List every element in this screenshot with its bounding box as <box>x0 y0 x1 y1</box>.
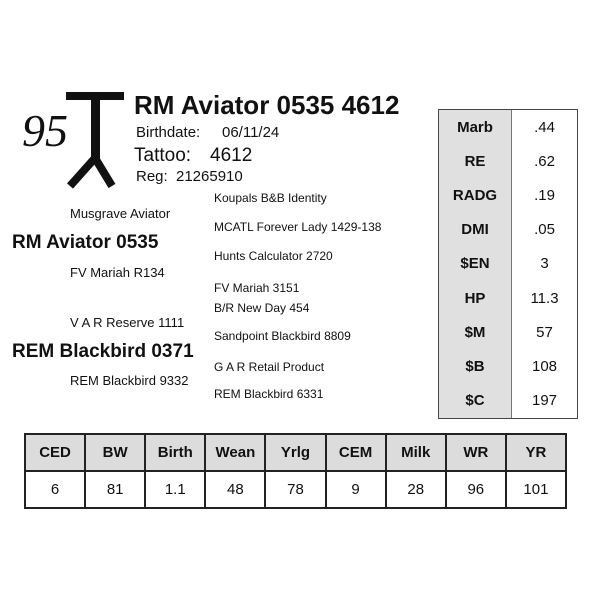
pedigree-dam-dam: REM Blackbird 9332 <box>70 373 189 388</box>
epd-header: CED <box>25 434 85 471</box>
birthdate-label: Birthdate: <box>136 124 201 141</box>
epd-header: CEM <box>326 434 386 471</box>
epd-label: $B <box>465 358 485 376</box>
epd-label: $EN <box>460 255 490 273</box>
epd-bottom-value: 48 <box>205 471 265 508</box>
pedigree-dam: REM Blackbird 0371 <box>12 341 194 362</box>
animal-name: RM Aviator 0535 4612 <box>134 90 400 120</box>
epd-label: $C <box>465 392 485 410</box>
pedigree-ddd: REM Blackbird 6331 <box>214 387 324 401</box>
epd-bottom-value: 101 <box>506 471 566 508</box>
epd-label: DMI <box>461 221 489 239</box>
epd-header: Wean <box>205 434 265 471</box>
pedigree-sds: Hunts Calculator 2720 <box>214 249 333 263</box>
epd-value: 197 <box>531 392 558 410</box>
pedigree-dam-sire: V A R Reserve 1111 <box>70 315 185 330</box>
epd-value: .19 <box>534 187 555 205</box>
epd-header: BW <box>85 434 145 471</box>
epd-header: Milk <box>386 434 446 471</box>
pedigree-sire-dam: FV Mariah R134 <box>70 265 165 280</box>
epd-bottom-value: 28 <box>386 471 446 508</box>
epd-label: HP <box>464 289 486 307</box>
epd-label: $M <box>464 323 486 341</box>
pedigree-ssd: MCATL Forever Lady 1429-138 <box>214 220 382 234</box>
pedigree-sss: Koupals B&B Identity <box>214 191 327 205</box>
tattoo-value: 4612 <box>210 145 253 166</box>
reg-label: Reg: <box>136 168 168 185</box>
epd-value: 108 <box>531 358 558 376</box>
epd-header: Birth <box>145 434 205 471</box>
epd-bottom-value: 1.1 <box>145 471 205 508</box>
pedigree-sdd: FV Mariah 3151 <box>214 281 300 295</box>
birthdate-value: 06/11/24 <box>222 124 280 141</box>
epd-label: RADG <box>452 187 498 205</box>
epd-value: 57 <box>536 323 553 341</box>
reg-value: 21265910 <box>176 168 243 185</box>
pedigree-dsd: Sandpoint Blackbird 8809 <box>214 329 351 343</box>
lot-number: 95 <box>22 105 68 156</box>
epd-value: .62 <box>534 152 555 170</box>
epd-side-table <box>438 109 578 419</box>
epd-side-labels <box>439 110 512 418</box>
epd-value: 3 <box>540 255 549 273</box>
pedigree-sire: RM Aviator 0535 <box>12 232 159 253</box>
epd-bottom-value: 96 <box>446 471 506 508</box>
epd-value-row <box>25 471 566 508</box>
epd-value: 11.3 <box>530 289 559 307</box>
pedigree-sire-sire: Musgrave Aviator <box>70 206 171 221</box>
pedigree-dss: B/R New Day 454 <box>214 301 310 315</box>
epd-header: Yrlg <box>265 434 325 471</box>
epd-header: YR <box>506 434 566 471</box>
epd-value: .44 <box>534 118 555 136</box>
epd-header-row <box>25 434 566 471</box>
tattoo-label: Tattoo: <box>134 145 192 166</box>
brand-icon <box>60 92 130 192</box>
epd-side-values <box>512 110 577 418</box>
epd-bottom-table <box>24 433 567 509</box>
epd-bottom-value: 81 <box>85 471 145 508</box>
epd-header: WR <box>446 434 506 471</box>
epd-label: Marb <box>457 118 493 136</box>
epd-label: RE <box>464 152 486 170</box>
epd-bottom-value: 6 <box>25 471 85 508</box>
epd-value: .05 <box>534 221 555 239</box>
epd-bottom-value: 9 <box>326 471 386 508</box>
pedigree-dds: G A R Retail Product <box>214 360 325 374</box>
epd-bottom-value: 78 <box>265 471 325 508</box>
